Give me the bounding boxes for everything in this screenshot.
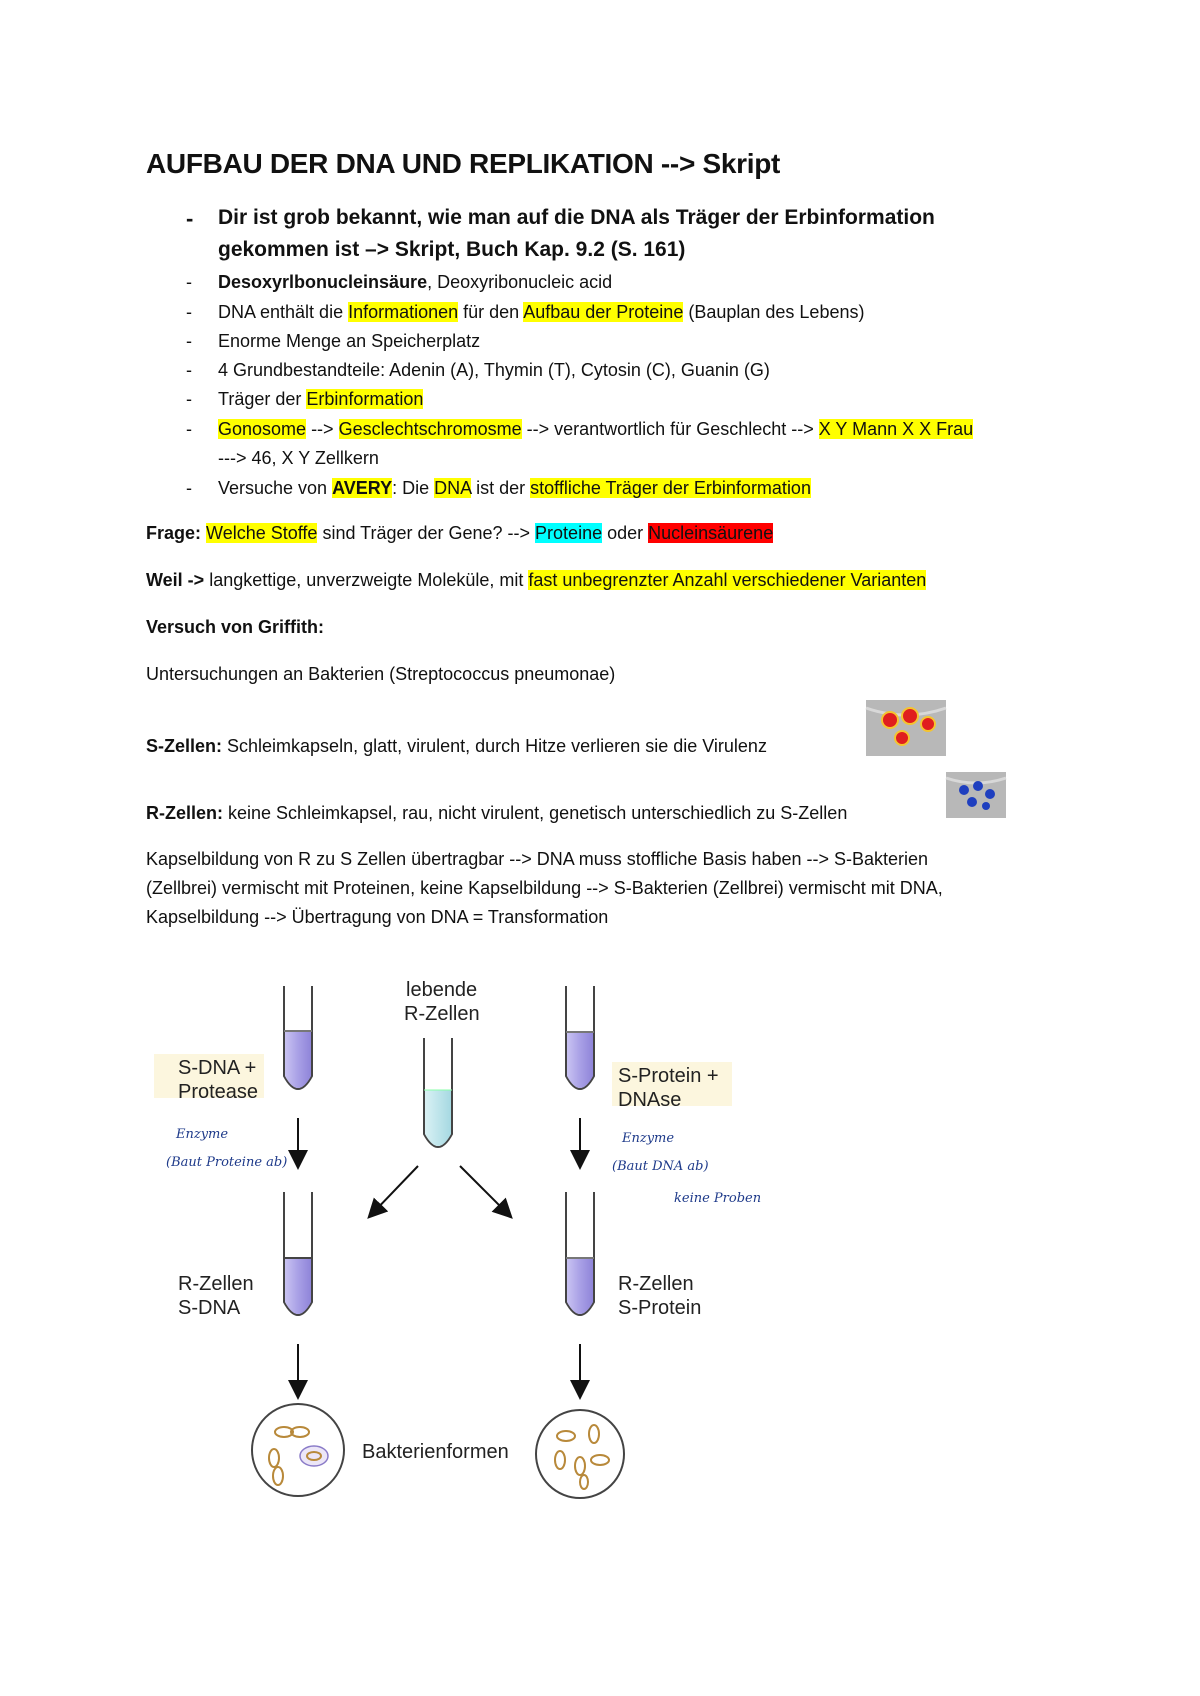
term-desoxy: Desoxyrlbonucleinsäure	[218, 272, 428, 292]
bullet-desoxy	[218, 272, 612, 293]
bullet-dna-info	[218, 302, 864, 323]
text: keine Schleimkapsel, rau, nicht virulent, genetisch unterschiedlich zu S-Zellen	[223, 803, 848, 823]
test-tube-rzellen-sprotein	[566, 1192, 594, 1315]
bullet-dash: -	[186, 419, 192, 439]
bullet-bold-line2: gekommen ist –> Skript, Buch Kap. 9.2 (S. 161)	[218, 238, 686, 261]
petri-dish-right	[536, 1410, 624, 1498]
bullet-dash: -	[186, 360, 192, 380]
test-tube-sdna-protease	[284, 986, 312, 1089]
highlight-dna: DNA	[434, 478, 472, 498]
petri-dish-left	[252, 1404, 344, 1496]
text: DNA enthält die	[218, 302, 349, 322]
bullet-bold-line1: Dir ist grob bekannt, wie man auf die DNA als Träger der Erbinformation	[218, 206, 935, 229]
label-bakterienformen: Bakterienformen	[362, 1441, 509, 1463]
highlight-erbinformation: Erbinformation	[306, 389, 424, 409]
text: , Deoxyribonucleic acid	[427, 272, 613, 292]
label-sprot-1: S-Protein +	[618, 1065, 719, 1087]
griffith-heading: Versuch von Griffith:	[146, 617, 325, 637]
szellen-line	[146, 736, 767, 757]
test-tube-rzellen-sdna	[284, 1192, 312, 1315]
highlight-informationen: Informationen	[348, 302, 459, 322]
paragraph-line1: Kapselbildung von R zu S Zellen übertragbar --> DNA muss stoffliche Basis haben --> S-Bakterien	[146, 849, 929, 869]
weil-label: Weil ->	[146, 570, 205, 590]
text: Träger der	[218, 389, 307, 409]
highlight-xy: X Y Mann X X Frau	[818, 419, 974, 439]
text: Schleimkapseln, glatt, virulent, durch Hitze verlieren sie die Virulenz	[222, 736, 767, 756]
transformation-experiment-figure	[148, 966, 762, 1506]
szellen-label: S-Zellen:	[146, 736, 223, 756]
bullet-gonosome-line2: ---> 46, X Y Zellkern	[218, 448, 379, 468]
text: : Die	[392, 478, 435, 498]
handwritten-enzyme-right: Enzyme	[622, 1131, 675, 1146]
handwritten-enzyme-left: Enzyme	[176, 1127, 229, 1142]
s-cells-thumbnail	[866, 700, 946, 756]
bullet-dash: -	[186, 302, 192, 322]
text: --> verantwortlich für Geschlecht -->	[521, 419, 819, 439]
page-title: AUFBAU DER DNA UND REPLIKATION --> Skript	[146, 148, 781, 179]
text: Versuche von	[218, 478, 333, 498]
label-sprot-2: DNAse	[618, 1089, 682, 1111]
label-lebende-2: R-Zellen	[404, 1003, 480, 1025]
bullet-dash: -	[186, 206, 194, 231]
label-rz-left-2: S-DNA	[178, 1297, 241, 1319]
weil-line	[146, 570, 926, 591]
label-lebende-1: lebende	[406, 979, 478, 1001]
frage-label: Frage:	[146, 523, 202, 543]
bullet-dash: -	[186, 478, 192, 498]
label-sdna-1: S-DNA +	[178, 1057, 257, 1079]
highlight-stoffliche: stoffliche Träger der Erbinformation	[530, 478, 811, 498]
rzellen-label: R-Zellen:	[146, 803, 224, 823]
label-sdna-2: Protease	[178, 1081, 259, 1103]
rzellen-line	[146, 803, 847, 824]
text: -->	[306, 419, 339, 439]
label-rz-right-1: R-Zellen	[618, 1273, 694, 1295]
highlight-varianten: fast unbegrenzter Anzahl verschiedener Varianten	[528, 570, 927, 590]
arrow-right	[460, 1166, 510, 1216]
text: ist der	[471, 478, 531, 498]
paragraph-line2: (Zellbrei) vermischt mit Proteinen, keine Kapselbildung --> S-Bakterien (Zellbrei) vermischt mit DNA,	[146, 878, 943, 898]
untersuchungen-line: Untersuchungen an Bakterien (Streptococcus pneumonae)	[146, 664, 616, 684]
label-rz-left-1: R-Zellen	[178, 1273, 254, 1295]
highlight-geschlechtschromosome: Gesclechtschromosme	[338, 419, 522, 439]
test-tube-sprotein-dnase	[566, 986, 594, 1089]
text: (Bauplan des Lebens)	[683, 302, 865, 322]
bullet-speicher: Enorme Menge an Speicherplatz	[218, 331, 481, 351]
highlight-nucleinsaeuren: Nucleinsäurene	[648, 523, 774, 543]
bullet-dash: -	[186, 272, 192, 292]
frage-line	[146, 523, 773, 544]
handwritten-baut-left: (Baut Proteine ab)	[166, 1155, 288, 1170]
handwritten-baut-right: (Baut DNA ab)	[612, 1159, 709, 1174]
highlight-welche-stoffe: Welche Stoffe	[206, 523, 318, 543]
test-tube-lebende-r-zellen	[424, 1038, 452, 1147]
bullet-dash: -	[186, 331, 192, 351]
highlight-gonosome: Gonosome	[218, 419, 307, 439]
highlight-aufbau: Aufbau der Proteine	[523, 302, 684, 322]
label-rz-right-2: S-Protein	[618, 1297, 702, 1319]
r-cells-thumbnail	[946, 772, 1006, 818]
highlight-avery: AVERY	[332, 478, 393, 498]
highlight-proteine: Proteine	[535, 523, 603, 543]
text: für den	[458, 302, 524, 322]
bullet-traeger	[218, 389, 423, 410]
bullet-gonosome	[218, 419, 973, 440]
bullet-dash: -	[186, 389, 192, 409]
bullet-avery	[218, 478, 811, 499]
text: sind Träger der Gene? -->	[317, 523, 536, 543]
paragraph-line3: Kapselbildung --> Übertragung von DNA = Transformation	[146, 907, 609, 927]
text: oder	[602, 523, 649, 543]
bullet-grundbestandteile: 4 Grundbestandteile: Adenin (A), Thymin (T), Cytosin (C), Guanin (G)	[218, 360, 770, 380]
text: langkettige, unverzweigte Moleküle, mit	[204, 570, 529, 590]
arrow-left	[370, 1166, 418, 1216]
handwritten-keine-proben: keine Proben	[674, 1191, 762, 1206]
